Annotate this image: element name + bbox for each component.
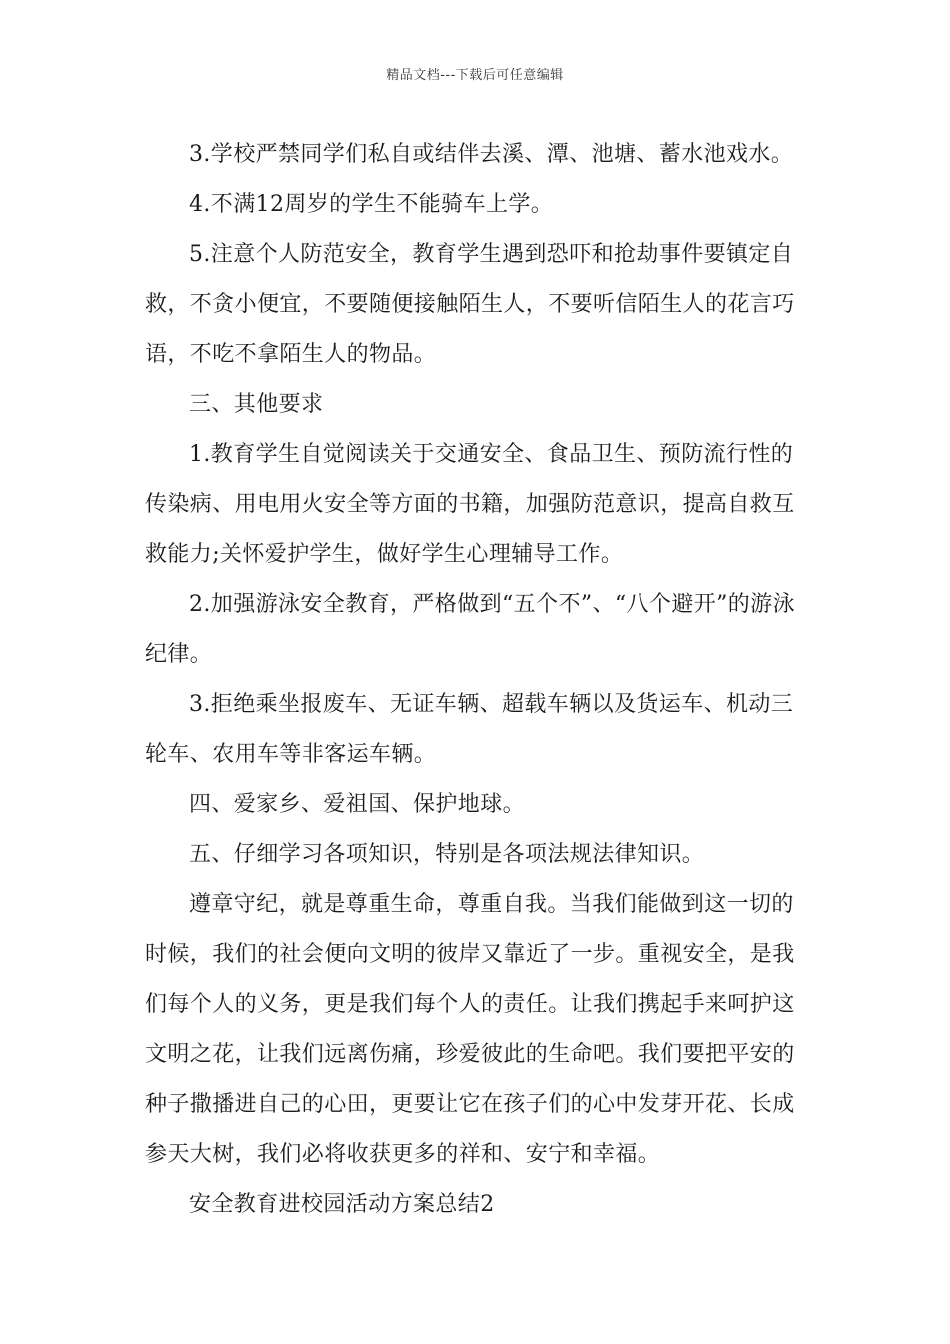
document-body — [145, 130, 810, 1230]
paragraph-conclusion: 遵章守纪，就是尊重生命，尊重自我。当我们能做到这一切的时候，我们的社会便向文明的彼岸又靠近了一步。重视安全，是我们每个人的义务，更是我们每个人的责任。让我们携起手来呵护这文明之花，让我们远离伤痛，珍爱彼此的生命吧。我们要把平安的种子撒播进自己的心田，更要让它在孩子们的心中发芽开花、长成参天大树，我们必将收获更多的祥和、安宁和幸福。 — [145, 892, 795, 1167]
next-document-title: 安全教育进校园活动方案总结2 — [189, 1192, 495, 1217]
section-heading-five: 五、仔细学习各项知识，特别是各项法规法律知识。 — [189, 842, 705, 867]
paragraph-requirement-1: 1.教育学生自觉阅读关于交通安全、食品卫生、预防流行性的传染病、用电用火安全等方面的书籍，加强防范意识，提高自救互救能力;关怀爱护学生，做好学生心理辅导工作。 — [145, 442, 795, 567]
paragraph-requirement-3: 3.拒绝乘坐报废车、无证车辆、超载车辆以及货运车、机动三轮车、农用车等非客运车辆。 — [145, 692, 794, 767]
paragraph-item-3: 3.学校严禁同学们私自或结伴去溪、潭、池塘、蓄水池戏水。 — [189, 142, 794, 167]
section-heading-other-requirements: 三、其他要求 — [189, 392, 324, 417]
paragraph-requirement-2: 2.加强游泳安全教育，严格做到“五个不”、“八个避开”的游泳纪律。 — [145, 592, 795, 667]
page-header: 精品文档---下载后可任意编辑 — [386, 68, 564, 83]
section-heading-four: 四、爱家乡、爱祖国、保护地球。 — [189, 792, 526, 817]
paragraph-item-4: 4.不满12周岁的学生不能骑车上学。 — [189, 192, 554, 217]
paragraph-item-5: 5.注意个人防范安全，教育学生遇到恐吓和抢劫事件要镇定自救，不贪小便宜，不要随便接触陌生人，不要听信陌生人的花言巧语，不吃不拿陌生人的物品。 — [145, 242, 795, 367]
